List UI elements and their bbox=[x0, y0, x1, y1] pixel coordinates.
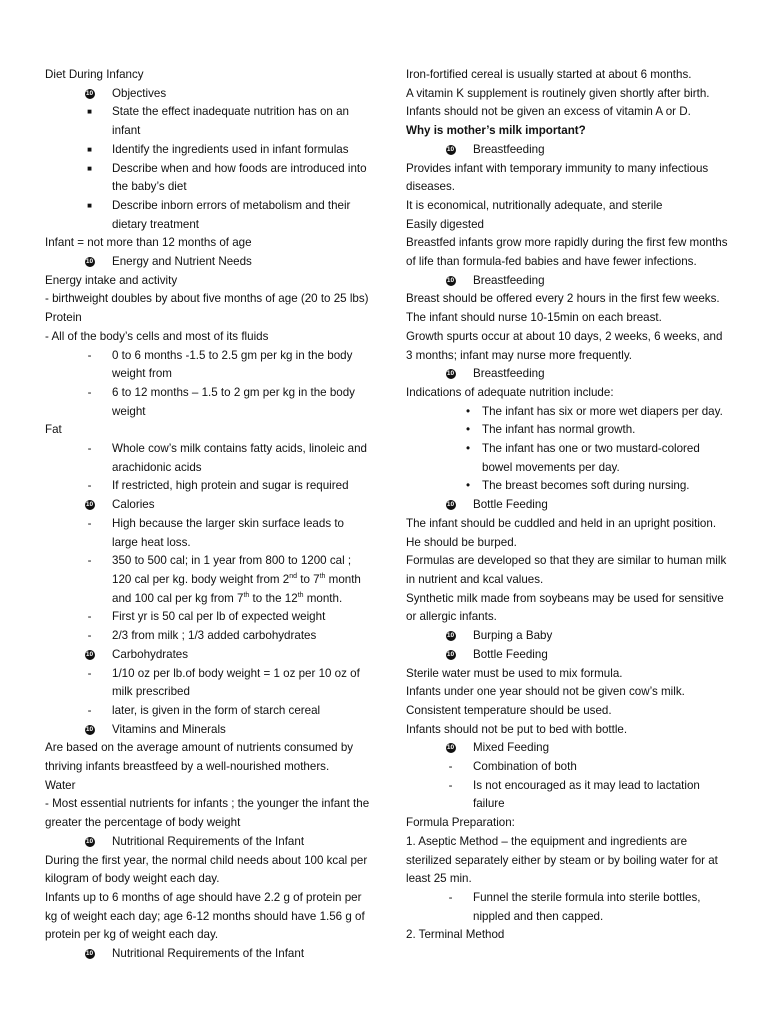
list-item: - High because the larger skin surface leads to large heat loss. bbox=[87, 516, 345, 549]
paragraph: 1. Aseptic Method – the equipment and ingredients are sterilized separately either by steam or by boiling water for at least 25 min. bbox=[406, 834, 718, 886]
list-item: - Combination of both bbox=[448, 760, 577, 774]
list-item: - 0 to 6 months -1.5 to 2.5 gm per kg in the body weight from bbox=[87, 348, 353, 381]
paragraph: - All of the body’s cells and most of its fluids bbox=[45, 329, 269, 343]
paragraph: Provides infant with temporary immunity to many infectious diseases. bbox=[406, 161, 709, 194]
heading-mixed-feeding: 10 Mixed Feeding bbox=[446, 741, 550, 755]
square-bullet-icon: ■ bbox=[87, 200, 92, 210]
paragraph: 2. Terminal Method bbox=[406, 928, 505, 942]
paragraph: Consistent temperature should be used. bbox=[406, 703, 612, 717]
heading-carbohydrates: 10 Carbohydrates bbox=[85, 647, 189, 661]
heading-nutritional-requirements-2: 10 Nutritional Requirements of the Infant bbox=[85, 947, 305, 961]
paragraph: Breastfed infants grow more rapidly during the first few months of life than formula-fed babies and have fewer infections. bbox=[406, 236, 728, 269]
paragraph: Easily digested bbox=[406, 217, 484, 231]
numbered-bullet-icon: 10 bbox=[85, 837, 94, 845]
paragraph: Iron-fortified cereal is usually started at about 6 months. bbox=[406, 68, 692, 81]
list-item: - Is not encouraged as it may lead to lactation failure bbox=[448, 778, 700, 811]
heading-bottle-feeding-2: 10 Bottle Feeding bbox=[446, 647, 548, 661]
numbered-bullet-icon: 10 bbox=[446, 744, 455, 752]
paragraph: Formulas are developed so that they are similar to human milk in nutrient and kcal values. bbox=[406, 554, 727, 586]
paragraph: Sterile water must be used to mix formula. bbox=[406, 666, 623, 680]
list-item: - If restricted, high protein and sugar is required bbox=[87, 479, 349, 493]
heading-breastfeeding: 10 Breastfeeding bbox=[446, 142, 545, 156]
paragraph: Energy intake and activity bbox=[45, 273, 178, 287]
list-item: - 2/3 from milk ; 1/3 added carbohydrates bbox=[87, 629, 317, 643]
list-item: ■ State the effect inadequate nutrition has on an infant bbox=[67, 103, 370, 140]
paragraph: It is economical, nutritionally adequate, and sterile bbox=[406, 198, 663, 212]
list-item: - Funnel the sterile formula into sterile bottles, nippled and then capped. bbox=[448, 890, 701, 923]
paragraph: During the first year, the normal child needs about 100 kcal per kilogram of body weight each day. bbox=[45, 853, 368, 886]
heading-bottle-feeding: 10 Bottle Feeding bbox=[446, 498, 548, 512]
paragraph: Indications of adequate nutrition include: bbox=[406, 385, 614, 399]
list-item: - 1/10 oz per lb.of body weight = 1 oz per 10 oz of milk prescribed bbox=[87, 666, 360, 699]
numbered-bullet-icon: 10 bbox=[446, 276, 455, 284]
list-item: • The infant has normal growth. bbox=[465, 423, 636, 437]
heading-objectives: 10 Objectives bbox=[85, 86, 167, 100]
square-bullet-icon: ■ bbox=[87, 144, 92, 154]
numbered-bullet-icon: 10 bbox=[446, 501, 455, 509]
numbered-bullet-icon: 10 bbox=[85, 89, 94, 97]
heading-breastfeeding-3: 10 Breastfeeding bbox=[446, 367, 545, 381]
paragraph: Infant = not more than 12 months of age bbox=[45, 236, 252, 250]
right-column bbox=[406, 66, 731, 945]
paragraph: The infant should nurse 10-15min on each breast. bbox=[406, 311, 662, 325]
paragraph: Infants up to 6 months of age should have 2.2 g of protein per kg of weight each day; age 6-12 months should have 1.56 g of protein per kg of weight each day. bbox=[45, 890, 365, 942]
list-item: • The breast becomes soft during nursing. bbox=[465, 479, 690, 493]
numbered-bullet-icon: 10 bbox=[85, 650, 94, 658]
list-item: ■ Describe inborn errors of metabolism and their dietary treatment bbox=[67, 197, 370, 234]
paragraph: Infants under one year should not be given cow’s milk. bbox=[406, 685, 685, 699]
numbered-bullet-icon: 10 bbox=[85, 257, 94, 265]
left-column bbox=[45, 66, 370, 964]
numbered-bullet-icon: 10 bbox=[85, 725, 94, 733]
numbered-bullet-icon: 10 bbox=[446, 632, 455, 640]
heading-nutritional-requirements: 10 Nutritional Requirements of the Infant bbox=[85, 834, 305, 848]
numbered-bullet-icon: 10 bbox=[446, 370, 455, 378]
numbered-bullet-icon: 10 bbox=[85, 501, 94, 509]
doc-title: Diet During Infancy bbox=[45, 68, 144, 81]
question-heading: Why is mother’s milk important? bbox=[406, 124, 586, 138]
paragraph: Formula Preparation: bbox=[406, 816, 515, 830]
paragraph: The infant should be cuddled and held in an upright position. He should be burped. bbox=[406, 516, 717, 549]
numbered-bullet-icon: 10 bbox=[446, 145, 455, 153]
list-item: - 6 to 12 months – 1.5 to 2 gm per kg in the body weight bbox=[87, 385, 355, 418]
paragraph: Water bbox=[45, 778, 76, 792]
square-bullet-icon: ■ bbox=[87, 163, 92, 173]
paragraph: A vitamin K supplement is routinely given shortly after birth. bbox=[406, 86, 710, 100]
paragraph: Protein bbox=[45, 311, 82, 325]
list-item: - First yr is 50 cal per lb of expected weight bbox=[87, 610, 326, 624]
paragraph: Fat bbox=[45, 423, 62, 437]
paragraph: - Most essential nutrients for infants ; the younger the infant the greater the percentage of body weight bbox=[45, 797, 370, 830]
square-bullet-icon: ■ bbox=[87, 107, 92, 117]
heading-breastfeeding-2: 10 Breastfeeding bbox=[446, 273, 545, 287]
paragraph: Growth spurts occur at about 10 days, 2 weeks, 6 weeks, and 3 months; infant may nurse more frequently. bbox=[406, 329, 723, 362]
heading-calories: 10 Calories bbox=[85, 498, 155, 512]
numbered-bullet-icon: 10 bbox=[446, 650, 455, 658]
heading-energy: 10 Energy and Nutrient Needs bbox=[85, 255, 252, 269]
list-item: - 350 to 500 cal; in 1 year from 800 to 1200 cal ; 120 cal per kg. body weight from 2nd to 7th month and 100 cal per kg from 7th to the 12th month. bbox=[87, 554, 361, 605]
list-item: ■ Identify the ingredients used in infant formulas bbox=[67, 141, 370, 160]
list-item: • The infant has one or two mustard-colored bowel movements per day. bbox=[465, 442, 700, 474]
list-item: • The infant has six or more wet diapers per day. bbox=[465, 404, 723, 418]
list-item: ■ Describe when and how foods are introduced into the baby’s diet bbox=[67, 160, 370, 197]
list-item: - Whole cow’s milk contains fatty acids, linoleic and arachidonic acids bbox=[87, 442, 367, 474]
paragraph: Infants should not be given an excess of vitamin A or D. bbox=[406, 105, 691, 119]
numbered-bullet-icon: 10 bbox=[85, 949, 94, 957]
paragraph: Synthetic milk made from soybeans may be used for sensitive or allergic infants. bbox=[406, 591, 724, 624]
heading-vitamins: 10 Vitamins and Minerals bbox=[85, 722, 226, 736]
paragraph: Breast should be offered every 2 hours in the first few weeks. bbox=[406, 292, 720, 306]
list-item: - later, is given in the form of starch cereal bbox=[87, 703, 321, 717]
paragraph: - birthweight doubles by about five months of age (20 to 25 lbs) bbox=[45, 292, 369, 306]
paragraph: Are based on the average amount of nutrients consumed by thriving infants breastfeed by a well-nourished mothers. bbox=[45, 741, 354, 774]
paragraph: Infants should not be put to bed with bottle. bbox=[406, 722, 628, 736]
heading-burping: 10 Burping a Baby bbox=[446, 629, 553, 643]
